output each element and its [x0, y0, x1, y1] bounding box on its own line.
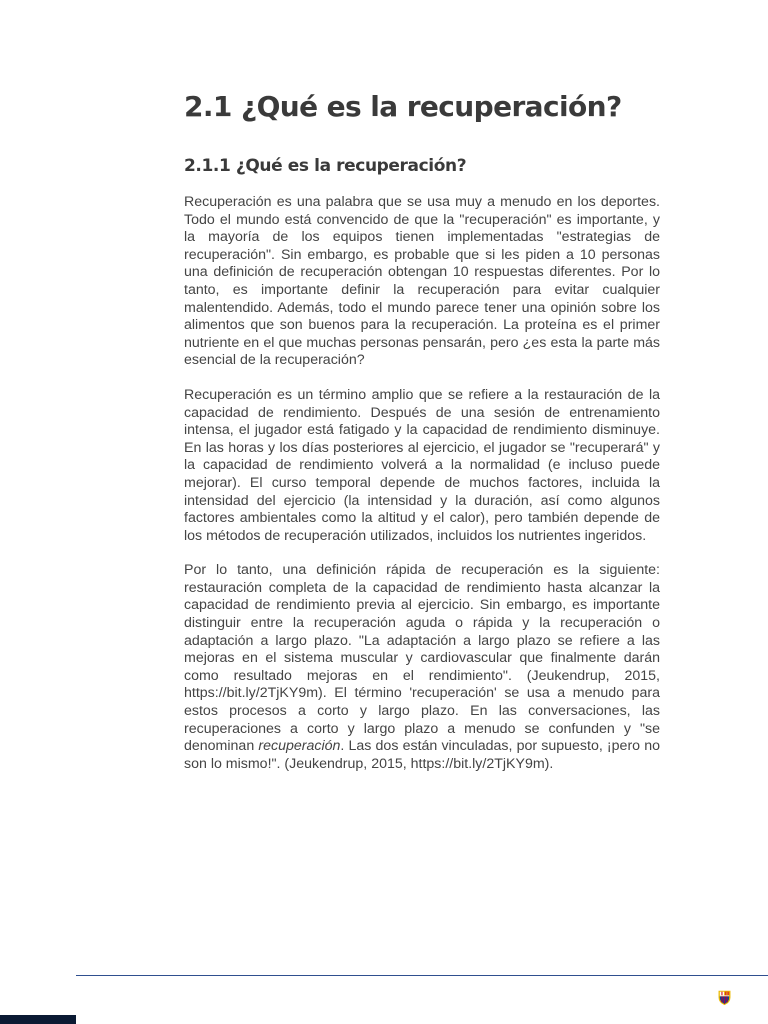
paragraph-2: Recuperación es un término amplio que se refiere a la restauración de la capacidad de rendimiento. Después de una sesión de entrenamiento intensa, el jugador está fatigado y la capacidad de rendimiento disminuye. En las horas y los días posteriores al ejercicio, el jugador se "recuperará" y la capacidad de rendimiento volverá a la normalidad (e incluso puede mejorar). El curso temporal depende de muchos factores, incluida la intensidad del ejercicio (la intensidad y la duración, así como algunos factores ambientales como la altitud y el calor), pero también depende de los métodos de recuperación utilizados, incluidos los nutrientes ingeridos. — [184, 386, 660, 544]
page-content — [184, 88, 660, 773]
paragraph-3-italic-term: recuperación — [258, 738, 341, 755]
paragraph-3-text-b: . Las dos están vinculadas, por supuesto, ¡pero no son lo mismo!". (Jeukendrup, 2015, https://bit.ly/2TjKY9m). — [184, 738, 660, 772]
section-title: 2.1 ¿Qué es la recuperación? — [184, 90, 622, 123]
club-crest-icon — [716, 989, 733, 1006]
footer-corner-bar — [0, 1015, 76, 1024]
subsection-title: 2.1.1 ¿Qué es la recuperación? — [184, 156, 467, 176]
paragraph-3 — [184, 562, 660, 773]
footer-rule — [76, 975, 768, 976]
paragraph-1: Recuperación es una palabra que se usa muy a menudo en los deportes. Todo el mundo está convencido de que la "recuperación" es importante, y la mayoría de los equipos tienen implementadas "estrategias de recuperación". Sin embargo, es probable que si les piden a 10 personas una definición de recuperación obtengan 10 respuestas diferentes. Por lo tanto, es importante definir la recuperación para evitar cualquier malentendido. Además, todo el mundo parece tener una opinión sobre los alimentos que son buenos para la recuperación. La proteína es el primer nutriente en el que muchas personas pensarán, pero ¿es esta la parte más esencial de la recuperación? — [184, 194, 660, 369]
paragraph-3-text-a: Por lo tanto, una definición rápida de recuperación es la siguiente: restauración completa de la capacidad de rendimiento hasta alcanzar la capacidad de rendimiento previa al ejercicio. Sin embargo, es importante distinguir entre la recuperación aguda o rápida y la recuperación o adaptación a largo plazo. "La adaptación a largo plazo se refiere a las mejoras en el sistema muscular y cardiovascular que finalmente darán como resultado mejoras en el rendimiento". (Jeukendrup, 2015, https://bit.ly/2TjKY9m). El término 'recuperación' se usa a menudo para estos procesos a corto y largo plazo. En las conversaciones, las recuperaciones a corto y largo plazo a menudo se confunden y "se denominan — [184, 562, 660, 755]
